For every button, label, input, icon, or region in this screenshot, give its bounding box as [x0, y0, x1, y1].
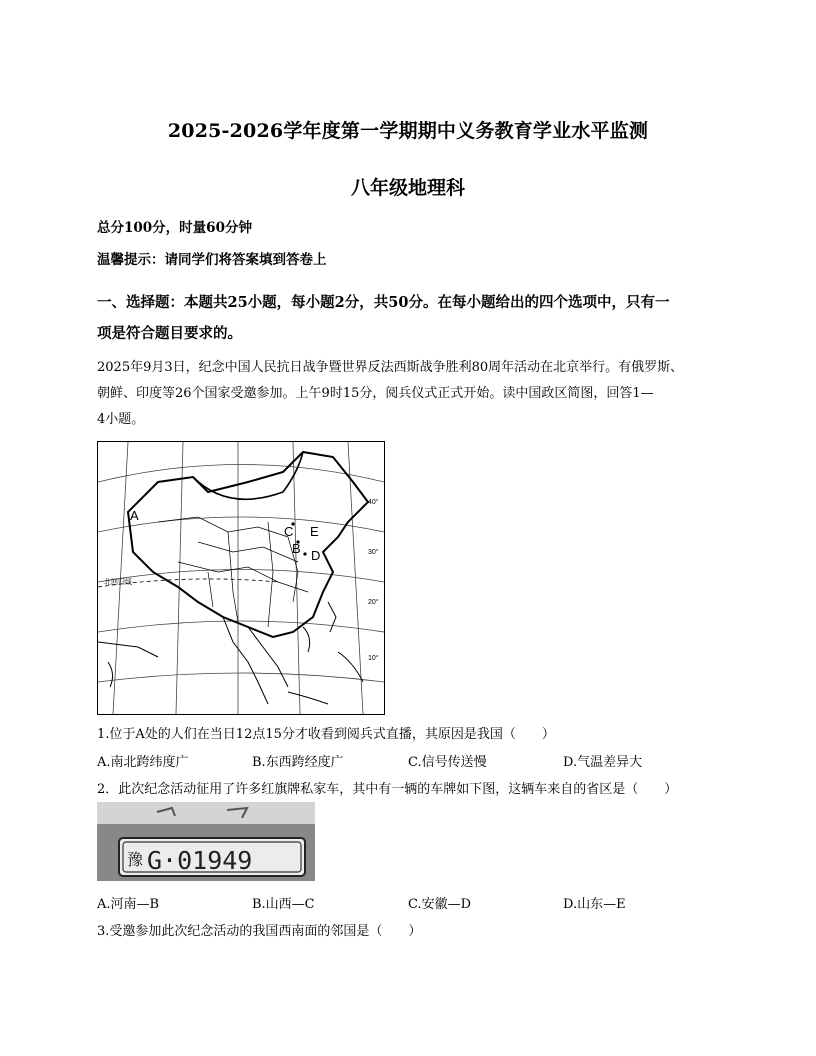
- plate-province: 豫: [127, 850, 144, 869]
- q1-option-c[interactable]: C.信号传送慢: [408, 755, 487, 770]
- lat-label-1: 30°: [368, 549, 379, 556]
- question-1: 1.位于A处的人们在当日12点15分才收看到阅兵式直播，其原因是我国（ ）: [97, 727, 555, 742]
- lat-label-3: 10°: [368, 655, 379, 662]
- map-label-E: E: [310, 524, 319, 539]
- exam-title: 2025-2026学年度第一学期期中义务教育学业水平监测: [167, 120, 649, 142]
- score-time: 总分100分，时量60分钟: [97, 220, 252, 236]
- passage: [97, 355, 727, 433]
- tropic-label: 北回归线: [104, 579, 132, 586]
- map-label-A: A: [130, 508, 139, 523]
- passage-line1: 2025年9月3日，纪念中国人民抗日战争暨世界反法西斯战争胜利80周年活动在北京举行。有俄罗斯、: [97, 360, 684, 375]
- map-label-D: D: [311, 548, 321, 563]
- q1-option-d[interactable]: D.气温差异大: [563, 755, 643, 770]
- q2-option-c[interactable]: C.安徽—D: [408, 897, 472, 912]
- china-political-map: [97, 441, 385, 715]
- exam-subtitle: 八年级地理科: [350, 177, 465, 199]
- map-label-B: B: [292, 541, 301, 556]
- q1-option-a[interactable]: A.南北跨纬度广: [97, 755, 189, 770]
- plate-drawing: [97, 802, 315, 881]
- map-label-C: C: [284, 524, 294, 539]
- q2-option-b[interactable]: B.山西—C: [252, 897, 315, 912]
- passage-line3: 4小题。: [97, 412, 145, 427]
- license-plate-photo: [97, 802, 315, 881]
- map-drawing: [98, 442, 384, 714]
- lat-label-0: 40°: [368, 499, 379, 506]
- tip-text: 温馨提示：请同学们将答案填到答卷上: [97, 252, 327, 268]
- q1-option-b[interactable]: B.东西跨经度广: [252, 755, 344, 770]
- lat-label-2: 20°: [368, 599, 379, 606]
- section-heading-line1: 一、选择题：本题共25小题，每小题2分，共50分。在每小题给出的四个选项中，只有一: [97, 294, 670, 311]
- section-heading: [97, 287, 727, 349]
- plate-number: G·01949: [147, 846, 253, 875]
- section-heading-line2: 项是符合题目要求的。: [97, 325, 242, 342]
- passage-line2: 朝鲜、印度等26个国家受邀参加。上午9时15分，阅兵仪式正式开始。读中国政区简图，回答1—: [97, 386, 654, 401]
- q2-option-a[interactable]: A.河南—B: [97, 897, 160, 912]
- question-3: 3.受邀参加此次纪念活动的我国西南面的邻国是（ ）: [97, 924, 422, 939]
- question-2: 2．此次纪念活动征用了许多红旗牌私家车，其中有一辆的车牌如下图，这辆车来自的省区是（ ）: [97, 782, 678, 797]
- q2-option-d[interactable]: D.山东—E: [563, 897, 626, 912]
